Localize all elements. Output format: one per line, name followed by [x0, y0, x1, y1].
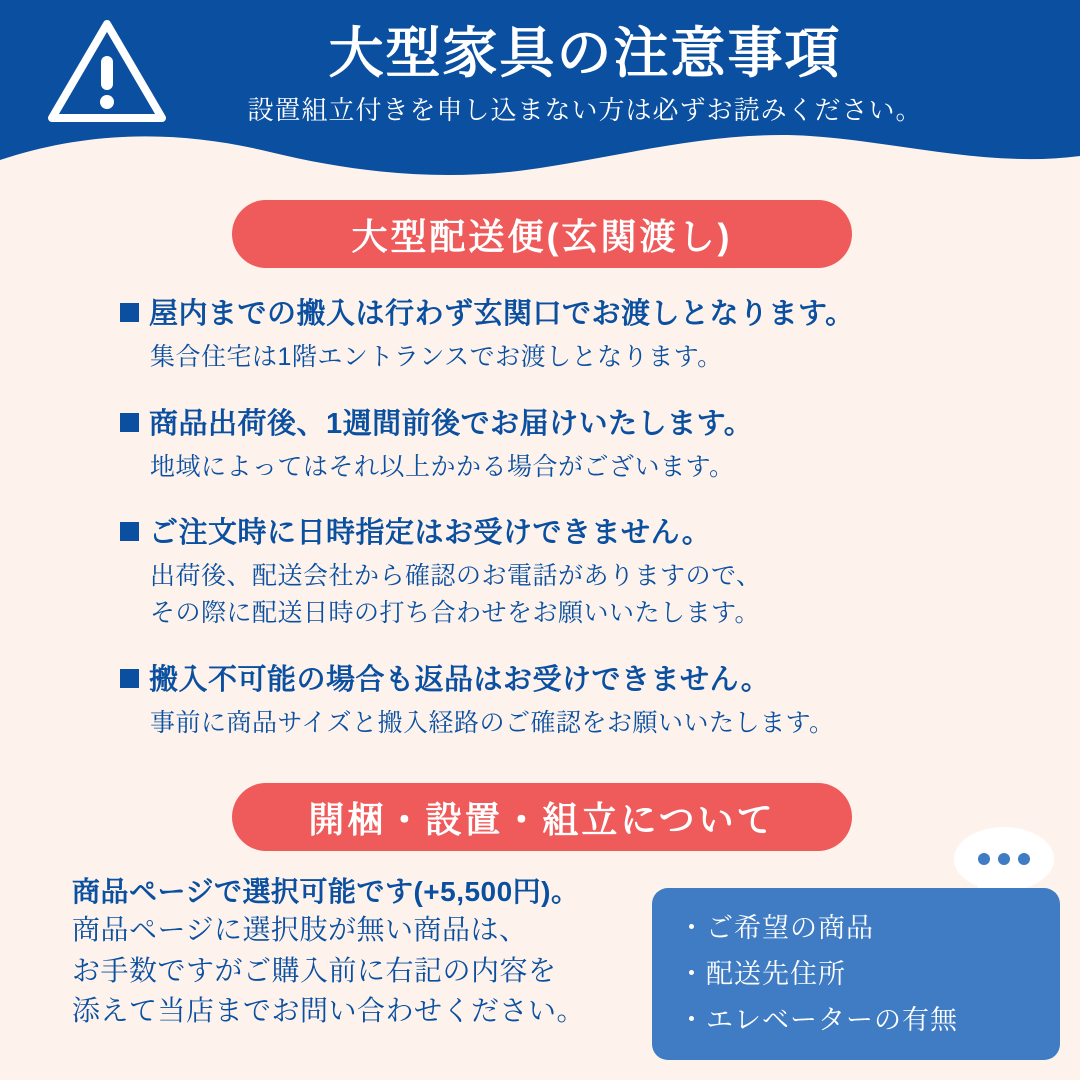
bullet-square-icon: [120, 413, 139, 432]
notice-body-line: 集合住宅は1階エントランスでお渡しとなります。: [150, 343, 723, 372]
assembly-line: お手数ですがご購入前に右記の内容を: [72, 954, 557, 986]
notice-heading: 搬入不可能の場合も返品はお受けできません。: [120, 662, 1000, 698]
page-subtitle: 設置組立付きを申し込まない方は必ずお読みください。: [247, 95, 923, 125]
bullet-square-icon: [120, 522, 139, 541]
notice-heading: ご注文時に日時指定はお受けできません。: [120, 515, 1000, 551]
notice-body-line: その際に配送日時の打ち合わせをお願いいたします。: [150, 598, 761, 627]
request-item: ・エレベーターの有無: [678, 1004, 958, 1035]
notice-body-line: 事前に商品サイズと搬入経路のご確認をお願いいたします。: [150, 709, 835, 738]
notice-body-line: 出荷後、配送会社から確認のお電話がありますので、: [150, 562, 762, 591]
notice-item: [120, 406, 1000, 486]
notice-body-line: 地域によってはそれ以上かかる場合がございます。: [150, 453, 735, 482]
notice-item: [120, 296, 1000, 376]
assembly-text-block: [72, 870, 652, 1032]
notice-heading: 屋内までの搬入は行わず玄関口でお渡しとなります。: [120, 296, 1000, 332]
bullet-square-icon: [120, 303, 139, 322]
assembly-lead-text: 商品ページで選択可能です(+5,500円)。: [72, 876, 580, 907]
notice-item: [120, 662, 1000, 742]
assembly-line: 添えて当店までお問い合わせください。: [72, 995, 586, 1027]
request-item: ・配送先住所: [678, 958, 846, 989]
header-banner: [0, 0, 1080, 175]
request-info-box: [652, 888, 1060, 1060]
bullet-square-icon: [120, 669, 139, 688]
wave-divider: [0, 130, 1080, 200]
page-title: 大型家具の注意事項: [328, 22, 842, 84]
assembly-line: 商品ページに選択肢が無い商品は、: [72, 914, 528, 945]
request-item: ・ご希望の商品: [678, 913, 874, 943]
warning-triangle-icon: [48, 18, 166, 123]
notice-heading: 商品出荷後、1週間前後でお届けいたします。: [120, 406, 1000, 442]
section-pill-assembly: 開梱・設置・組立について: [232, 783, 852, 851]
section-pill-delivery: 大型配送便(玄関渡し): [232, 200, 852, 268]
notice-item: [120, 515, 1000, 631]
